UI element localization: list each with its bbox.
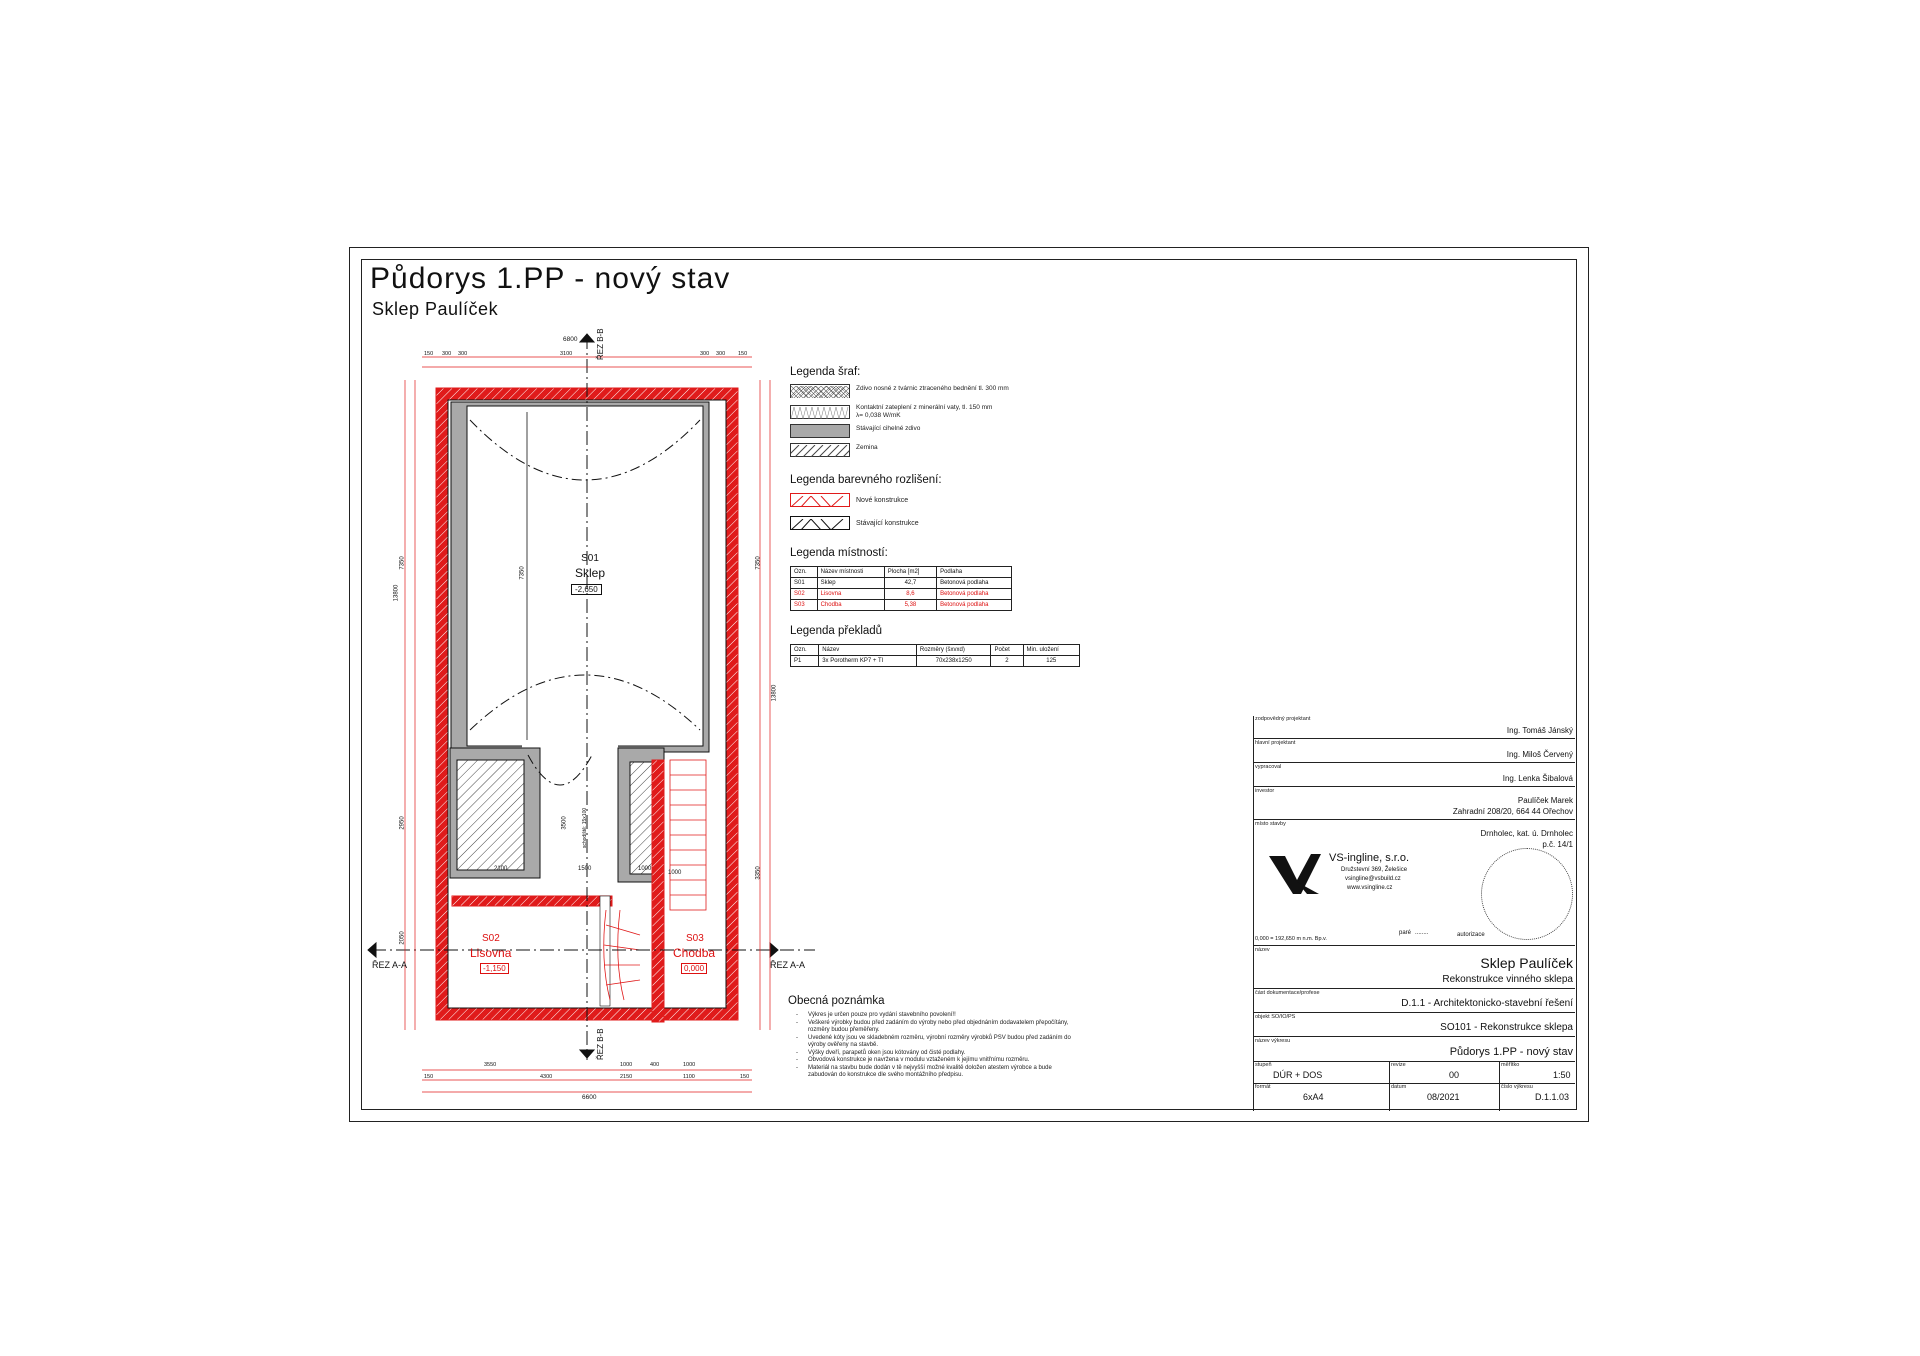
legend-color-text-new: Nové konstrukce: [856, 497, 909, 504]
room-name: Sklep: [817, 578, 884, 589]
tb-investor-label: investor: [1255, 788, 1275, 794]
tb-name-label: název: [1255, 947, 1270, 953]
tb-div-1: [1389, 1061, 1390, 1111]
section-b-top-label: ŘEZ B-B: [596, 328, 605, 360]
room-s02-name: Lisovna: [470, 946, 512, 960]
tb-autoclause: autorizace: [1457, 932, 1485, 938]
table-row: [791, 578, 1012, 589]
legend-lintels-header: Název: [819, 645, 917, 656]
tb-drawn-label: vypracoval: [1255, 764, 1282, 770]
dim-top-4: 300: [716, 351, 726, 357]
room-s01-id: S01: [581, 553, 599, 564]
general-notes-heading: Obecná poznámka: [788, 995, 885, 1007]
tb-company-addr: Družstevní 369, Želešice: [1341, 867, 1408, 873]
legend-lintels-header: Rozměry (šxvxd): [916, 645, 991, 656]
dim-bottom-2: 1000: [620, 1062, 633, 1068]
dim-bottom-b1: 4300: [540, 1074, 553, 1080]
tb-site-label: místo stavby: [1255, 821, 1286, 827]
stamp-circle: [1481, 848, 1573, 940]
tb-format-label: formát: [1255, 1084, 1271, 1090]
dim-right-total: 13800: [771, 684, 778, 702]
dim-right-1: 7350: [755, 556, 762, 570]
legend-hatch-text-2: Kontaktní zateplení z minerální vaty, tl. 150 mm: [856, 404, 993, 411]
tb-responsible-label: zodpovědný projektant: [1255, 716, 1311, 722]
tb-investor-1: Paulíček Marek: [1517, 796, 1573, 805]
legend-hatch-swatch-2: [790, 405, 850, 419]
tb-chief-label: hlavní projektant: [1255, 740, 1296, 746]
dim-left-total: 13800: [393, 584, 400, 602]
tb-drawing-label: název výkresu: [1255, 1038, 1291, 1044]
lintel-count: 2: [991, 656, 1023, 667]
dim-inner-3: 2100: [494, 866, 508, 872]
door-opening: [600, 896, 610, 1006]
room-floor: Betonová podlaha: [937, 600, 1012, 611]
tb-site-1: Drnholec, kat. ú. Drnholec: [1480, 829, 1573, 838]
room-s03-name: Chodba: [673, 946, 716, 960]
list-item: - Výšky dveří, parapetů oken jsou kótovány od čisté podlahy.: [788, 1050, 1078, 1058]
dim-bottom-b2: 2150: [620, 1074, 633, 1080]
tb-company-web: www.vsingline.cz: [1347, 885, 1393, 891]
new-partition-wall: [452, 896, 612, 906]
legend-rooms-table: [790, 566, 1012, 611]
dim-top-b1: 300: [458, 351, 468, 357]
dim-top-2: 300: [442, 351, 452, 357]
tb-date: 08/2021: [1427, 1092, 1460, 1102]
tb-scale: 1:50: [1553, 1070, 1571, 1080]
stair-note: schodiště: 15x100: [582, 807, 589, 849]
legend-color-swatch-new: [790, 493, 850, 507]
tb-number-label: číslo výkresu: [1501, 1084, 1533, 1090]
legend-rooms-heading: Legenda místností:: [790, 547, 888, 559]
legend-rooms-header: Ozn.: [791, 567, 818, 578]
room-name: Chodba: [817, 600, 884, 611]
list-item: - Uvedené kóty jsou ve skladebném rozměru, výrobní rozměry výrobků PSV budou před zadáním do výroby ověřeny na stavbě.: [788, 1035, 1078, 1050]
legend-lintels-table: [790, 644, 1080, 667]
room-id: S02: [791, 589, 818, 600]
dim-top-total: 6800: [563, 336, 578, 343]
dim-inner-2: 3500: [561, 816, 568, 830]
tb-number: D.1.1.03: [1535, 1092, 1570, 1102]
dim-top-1: 150: [424, 351, 434, 357]
tb-scale-label: měřítko: [1501, 1062, 1520, 1068]
list-item: - Veškeré výrobky budou před zadáním do výroby nebo před objednáním dodavatelem přepočítány, rozměry budou přeměřeny.: [788, 1020, 1078, 1035]
dim-inner-5: 1500: [578, 866, 592, 872]
dim-top-3: 3100: [560, 351, 573, 357]
dim-top-b2: 300: [700, 351, 710, 357]
room-s03-level: 0,000: [681, 963, 707, 974]
room-area: 5,38: [884, 600, 936, 611]
general-notes: [788, 995, 1088, 1080]
legend-hatch-swatch-1: [790, 384, 850, 398]
legend-hatch-text-2b: λ= 0,038 W/mK: [856, 412, 901, 419]
tb-object-label: objekt SO/IO/PS: [1255, 1014, 1296, 1020]
legend-rooms-header: Název místnosti: [817, 567, 884, 578]
table-row: [791, 656, 1080, 667]
room-id: S03: [791, 600, 818, 611]
room-floor: Betonová podlaha: [937, 589, 1012, 600]
legend-lintels-header: Min. uložení: [1023, 645, 1080, 656]
legend-hatch-swatch-3: [790, 424, 850, 438]
legend-hatch-text-1: Zdivo nosné z tvárnic ztraceného bednění tl. 300 mm: [856, 385, 1009, 392]
list-item: - Materiál na stavbu bude dodán v tě nejvyšší možné kvalitě doložen atestem výrobce a bude zabudován do konstrukce dle svého montážního předpisu.: [788, 1065, 1078, 1080]
room-area: 42,7: [884, 578, 936, 589]
dim-inner-4: 1000: [638, 866, 652, 872]
tb-rev: 00: [1449, 1070, 1460, 1080]
room-s01-name: Sklep: [574, 566, 606, 580]
legend-rooms-header: Podlaha: [937, 567, 1012, 578]
lintel-id: P1: [791, 656, 819, 667]
lintel-dims: 70x238x1250: [916, 656, 991, 667]
legend-lintels-header: Počet: [991, 645, 1023, 656]
legend-rooms-header: Plocha [m2]: [884, 567, 936, 578]
room-s02-id: S02: [482, 933, 500, 944]
tb-rev-label: revize: [1391, 1062, 1406, 1068]
table-row: [791, 589, 1012, 600]
section-a-right-label: ŘEZ A-A: [770, 960, 806, 970]
list-item: - Obvodová konstrukce je navržena v modulu vztaženém k jejímu vnitřnímu rozměru.: [788, 1057, 1078, 1065]
legend-lintels-heading: Legenda překladů: [790, 625, 883, 637]
tb-responsible: Ing. Tomáš Jánský: [1506, 726, 1573, 735]
tb-div-2: [1499, 1061, 1500, 1111]
tb-investor-2: Zahradní 208/20, 664 44 Ořechov: [1452, 807, 1573, 816]
tb-site-2: p.č. 14/1: [1542, 840, 1573, 849]
table-row: [791, 600, 1012, 611]
tb-drawn: Ing. Lenka Šibalová: [1502, 774, 1573, 783]
dim-left-2: 2950: [399, 816, 406, 830]
room-floor: Betonová podlaha: [937, 578, 1012, 589]
dim-left-1: 7350: [399, 556, 406, 570]
dim-left-3: 2050: [399, 931, 406, 945]
legend-hatch-text-3: Stávající cihelné zdivo: [856, 425, 921, 432]
tb-company-email: vsingline@vsbuild.cz: [1345, 876, 1401, 882]
tb-stamp-line: ........: [1415, 930, 1429, 936]
legend-color-text-existing: Stávající konstrukce: [856, 520, 919, 527]
room-s01-level: -2,650: [571, 584, 602, 595]
dim-bottom-total: 6600: [582, 1094, 597, 1101]
tb-name-sub: Rekonstrukce vinného sklepa: [1442, 974, 1573, 985]
tb-stage-label: stupeň: [1255, 1062, 1272, 1068]
tb-chief: Ing. Miloš Červený: [1506, 750, 1573, 759]
tb-part-label: část dokumentace/profese: [1255, 990, 1320, 996]
lintel-min: 125: [1023, 656, 1080, 667]
tb-left-border: [1253, 716, 1254, 1111]
title-block: [1253, 716, 1575, 1111]
tb-format: 6xA4: [1303, 1092, 1324, 1102]
dim-bottom-1: 3550: [484, 1062, 497, 1068]
dim-bottom-5: 150: [424, 1074, 434, 1080]
dim-bottom-3: 400: [650, 1062, 660, 1068]
section-b-bottom-label: ŘEZ B-B: [596, 1028, 605, 1060]
drawing-subtitle: Sklep Paulíček: [372, 299, 499, 319]
room-area: 8,6: [884, 589, 936, 600]
dim-bottom-4: 1000: [683, 1062, 696, 1068]
room-name: Lisovna: [817, 589, 884, 600]
dim-bottom-6: 150: [740, 1074, 750, 1080]
dim-right-2: 3350: [755, 866, 762, 880]
tb-part: D.1.1 - Architektonicko-stavební řešení: [1401, 998, 1573, 1009]
company-logo: [1267, 848, 1323, 898]
room-s02-level: -1,150: [480, 963, 509, 974]
legend-hatch-heading: Legenda šraf:: [790, 366, 861, 378]
dim-inner-6: 1000: [668, 870, 682, 876]
legend-hatch-swatch-4: [790, 443, 850, 457]
legend-color-heading: Legenda barevného rozlišení:: [790, 474, 942, 486]
tb-stage: DÚR + DOS: [1273, 1070, 1323, 1080]
lintel-name: 3x Porotherm KP7 + TI: [819, 656, 917, 667]
tb-stamp-label: paré: [1399, 930, 1412, 936]
tb-drawing: Půdorys 1.PP - nový stav: [1449, 1046, 1573, 1058]
tb-date-label: datum: [1391, 1084, 1407, 1090]
dim-top-5: 150: [738, 351, 748, 357]
list-item: - Výkres je určen pouze pro vydání stavebního povolení!!: [788, 1012, 1078, 1020]
room-s03-id: S03: [686, 933, 704, 944]
section-a-left-label: ŘEZ A-A: [372, 960, 408, 970]
legend-hatch-text-4: Zemina: [856, 444, 878, 451]
dim-bottom-b3: 1100: [683, 1074, 695, 1080]
legend-color-swatch-existing: [790, 516, 850, 530]
tb-company: VS-ingline, s.r.o.: [1329, 852, 1410, 864]
tb-object: SO101 - Rekonstrukce sklepa: [1440, 1022, 1573, 1033]
drawing-title: Půdorys 1.PP - nový stav: [370, 262, 731, 295]
tb-elevation: 0,000 = 192,650 m n.m. Bp.v.: [1255, 936, 1327, 942]
tb-name: Sklep Paulíček: [1480, 955, 1573, 971]
dim-inner-1: 7350: [519, 566, 526, 580]
legend-lintels-header: Ozn.: [791, 645, 819, 656]
room-id: S01: [791, 578, 818, 589]
